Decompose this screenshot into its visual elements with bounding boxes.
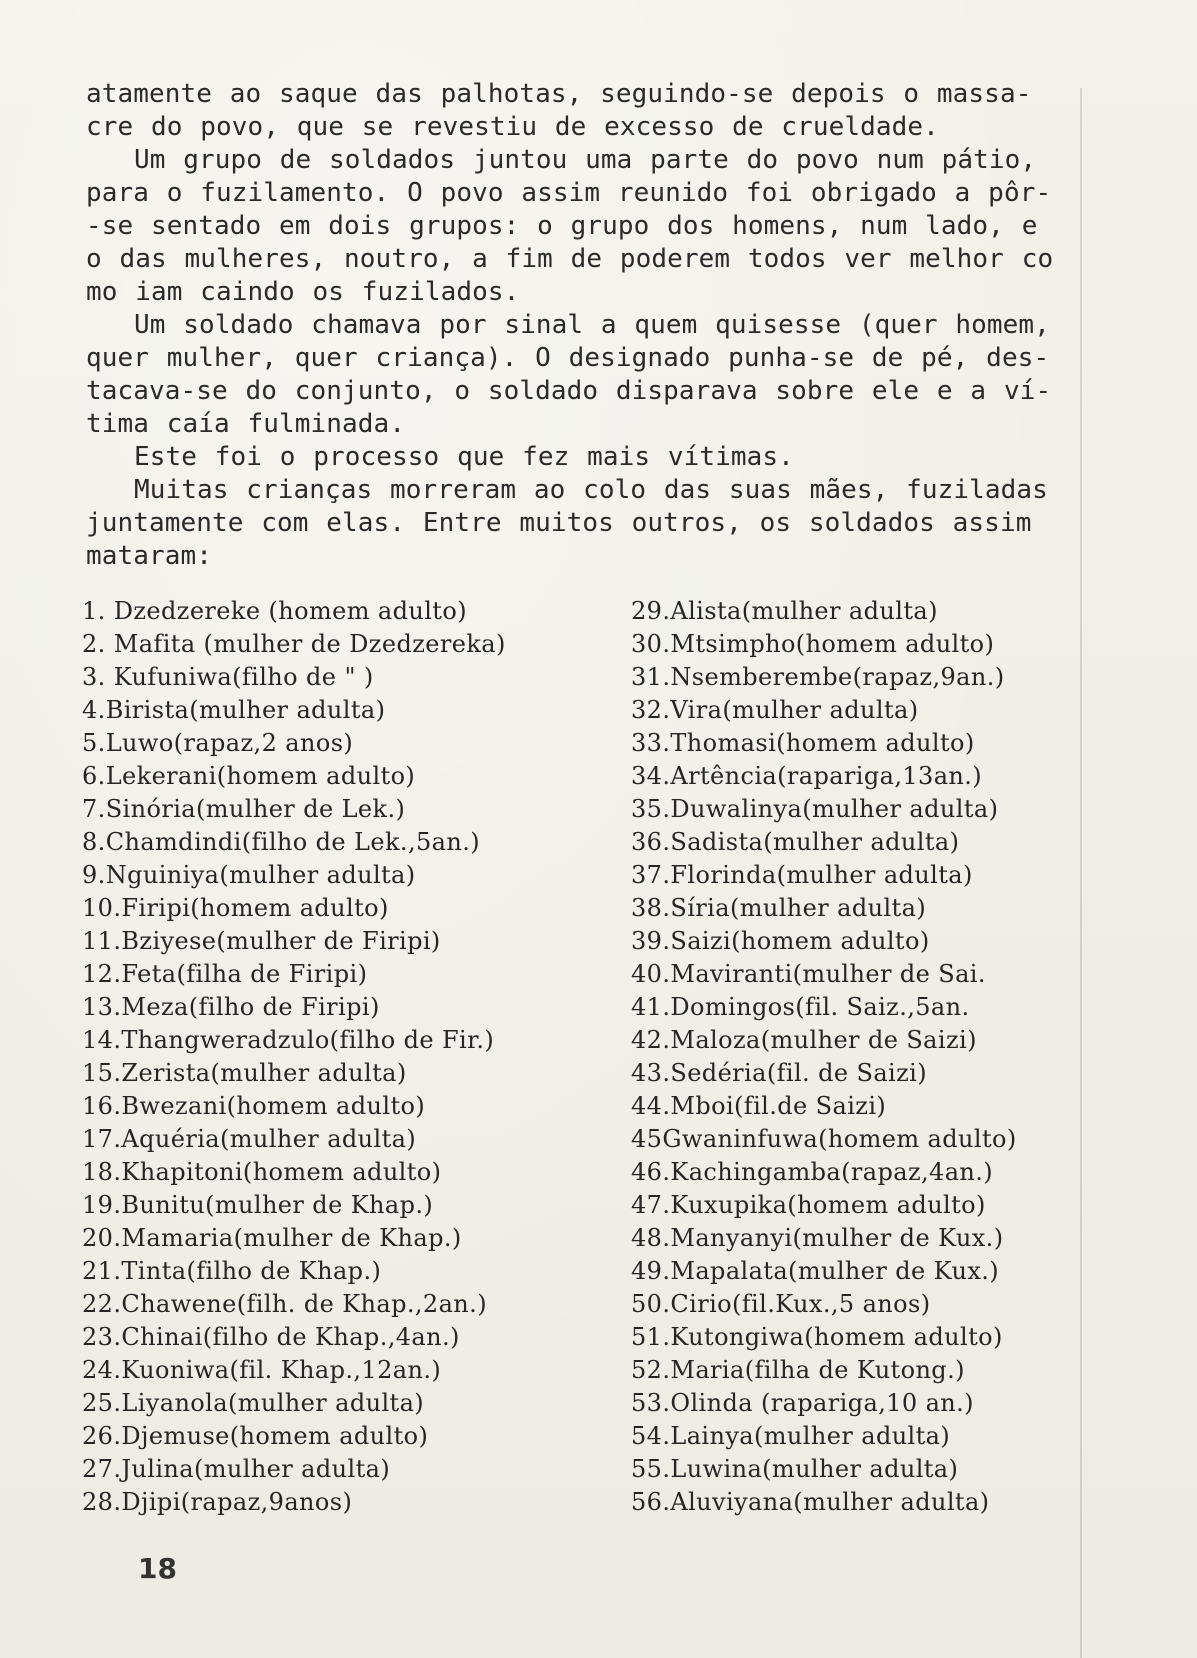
victim-entry: 17.Aquéria(mulher adulta) — [82, 1125, 417, 1153]
paragraph-5: Muitas crianças morreram ao colo das suas mães, fuziladas juntamente com elas. Entre muitos outros, os soldados assim mataram: — [86, 475, 1048, 571]
victim-entry: 23.Chinai(filho de Khap.,4an.) — [82, 1323, 460, 1351]
victim-entry: 50.Cirio(fil.Kux.,5 anos) — [631, 1290, 931, 1318]
victim-entry: 35.Duwalinya(mulher adulta) — [631, 795, 999, 823]
victim-entry: 3. Kufuniwa(filho de " ) — [82, 663, 374, 691]
victim-entry: 21.Tinta(filho de Khap.) — [82, 1257, 382, 1285]
victim-entry: 37.Florinda(mulher adulta) — [631, 861, 973, 889]
victim-entry: 25.Liyanola(mulher adulta) — [82, 1389, 425, 1417]
victim-entry: 33.Thomasi(homem adulto) — [631, 729, 975, 757]
page-content — [82, 78, 1086, 1519]
victim-entry: 43.Sedéria(fil. de Saizi) — [631, 1059, 927, 1087]
victim-entry: 8.Chamdindi(filho de Lek.,5an.) — [82, 828, 481, 856]
victim-entry: 14.Thangweradzulo(filho de Fir.) — [82, 1026, 495, 1054]
victim-entry: 42.Maloza(mulher de Saizi) — [631, 1026, 977, 1054]
victims-list-right-column — [631, 595, 1106, 1519]
victim-entry: 46.Kachingamba(rapaz,4an.) — [631, 1158, 994, 1186]
victim-entry: 4.Birista(mulher adulta) — [82, 696, 386, 724]
victim-entry: 52.Maria(filha de Kutong.) — [631, 1356, 965, 1384]
victims-list-left-column — [82, 595, 622, 1519]
paragraph-2: Um grupo de soldados juntou uma parte do povo num pátio, para o fuzilamento. O povo assim reunido foi obrigado a pôr- -se sentado em dois grupos: o grupo dos homens, num lado, e o das mulheres, noutro, a fim de poderem todos ver melhor co mo iam caindo os fuzilados. — [86, 145, 1054, 307]
victim-entry: 7.Sinória(mulher de Lek.) — [82, 795, 406, 823]
victim-entry: 41.Domingos(fil. Saiz.,5an. — [631, 993, 970, 1021]
victim-entry: 51.Kutongiwa(homem adulto) — [631, 1323, 1003, 1351]
victim-entry: 12.Feta(filha de Firipi) — [82, 960, 368, 988]
victim-entry: 45Gwaninfuwa(homem adulto) — [631, 1125, 1017, 1153]
victim-entry: 24.Kuoniwa(fil. Khap.,12an.) — [82, 1356, 442, 1384]
victim-entry: 11.Bziyese(mulher de Firipi) — [82, 927, 441, 955]
victim-entry: 30.Mtsimpho(homem adulto) — [631, 630, 995, 658]
paragraph-3: Um soldado chamava por sinal a quem quisesse (quer homem, quer mulher, quer criança). O designado punha-se de pé, des- tacava-se do conjunto, o soldado disparava sobre ele e a ví- tima caía fulminada. — [86, 310, 1052, 439]
victim-entry: 40.Maviranti(mulher de Sai. — [631, 960, 986, 988]
victim-entry: 19.Bunitu(mulher de Khap.) — [82, 1191, 434, 1219]
victim-entry: 36.Sadista(mulher adulta) — [631, 828, 960, 856]
victim-entry: 20.Mamaria(mulher de Khap.) — [82, 1224, 462, 1252]
victim-entry: 29.Alista(mulher adulta) — [631, 597, 938, 625]
paragraph-1: atamente ao saque das palhotas, seguindo-se depois o massa- cre do povo, que se revestiu de excesso de crueldade. — [86, 79, 1032, 142]
victim-entry: 18.Khapitoni(homem adulto) — [82, 1158, 442, 1186]
victim-entry: 34.Artência(rapariga,13an.) — [631, 762, 983, 790]
victim-entry: 26.Djemuse(homem adulto) — [82, 1422, 429, 1450]
victim-entry: 56.Aluviyana(mulher adulta) — [631, 1488, 990, 1516]
victim-entry: 38.Síria(mulher adulta) — [631, 894, 927, 922]
victim-entry: 13.Meza(filho de Firipi) — [82, 993, 380, 1021]
victim-entry: 54.Lainya(mulher adulta) — [631, 1422, 951, 1450]
victim-entry: 48.Manyanyi(mulher de Kux.) — [631, 1224, 1004, 1252]
victim-entry: 32.Vira(mulher adulta) — [631, 696, 919, 724]
victim-entry: 44.Mboi(fil.de Saizi) — [631, 1092, 887, 1120]
victim-entry: 9.Nguiniya(mulher adulta) — [82, 861, 416, 889]
victim-entry: 47.Kuxupika(homem adulto) — [631, 1191, 986, 1219]
victim-entry: 2. Mafita (mulher de Dzedzereka) — [82, 630, 506, 658]
victim-entry: 28.Djipi(rapaz,9anos) — [82, 1488, 353, 1516]
paragraph-4: Este foi o processo que fez mais vítimas. — [134, 442, 794, 472]
victim-entry: 39.Saizi(homem adulto) — [631, 927, 930, 955]
victim-entry: 53.Olinda (rapariga,10 an.) — [631, 1389, 974, 1417]
victim-entry: 27.Julina(mulher adulta) — [82, 1455, 391, 1483]
victim-entry: 1. Dzedzereke (homem adulto) — [82, 597, 467, 625]
victim-entry: 6.Lekerani(homem adulto) — [82, 762, 416, 790]
victim-entry: 15.Zerista(mulher adulta) — [82, 1059, 407, 1087]
victim-entry: 49.Mapalata(mulher de Kux.) — [631, 1257, 1000, 1285]
victim-entry: 55.Luwina(mulher adulta) — [631, 1455, 959, 1483]
victim-entry: 16.Bwezani(homem adulto) — [82, 1092, 426, 1120]
victim-entry: 10.Firipi(homem adulto) — [82, 894, 389, 922]
victim-entry: 5.Luwo(rapaz,2 anos) — [82, 729, 354, 757]
page-number: 18 — [138, 1552, 177, 1585]
victims-list — [82, 595, 1096, 1519]
victim-entry: 22.Chawene(filh. de Khap.,2an.) — [82, 1290, 487, 1318]
victim-entry: 31.Nsemberembe(rapaz,9an.) — [631, 663, 1005, 691]
